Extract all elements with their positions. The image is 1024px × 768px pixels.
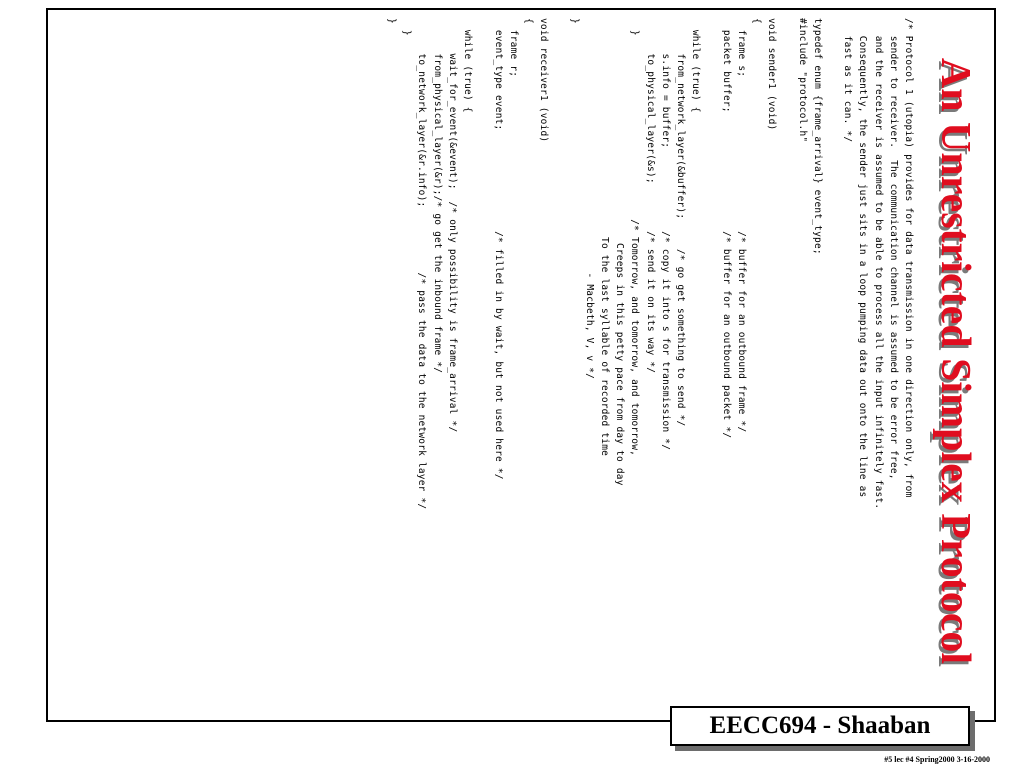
- protocol-code-listing: /* Protocol 1 (utopia) provides for data transmission in one direction only, from sender to receiver. The communication channel is assumed to be error free, and the receiver is assumed to be able to process all the input infinitely fast. Consequently, the sender just sits in a loop pumping data out onto the line as fast as it can. */ typedef enum {frame_arrival} event_type; #include "protocol.h" void sender1 (void) { frame s; /* buffer for an outbound frame */ packet buffer; /* buffer for an outbound packet */ while (true) { from_network_layer(&buffer); /* go get something to send */ s.info = buffer; /* copy it into s for transmission */ to_physical_layer(&s); /* send it on its way */ } /* Tomorrow, and tomorrow, and tomorrow, Creeps in this petty pace from day to day To the last syllable of recorded time - Macbeth, V, v */ } void receiver1 (void) { frame r; event_type event; /* filled in by wait, but not used here */ while (true) { wait_for_event(&event); /* only possibility is frame_arrival */ from_physical_layer(&r);/* go get the inbound frame */ to_network_layer(&r.info); /* pass the data to the network layer */ } }: [386, 18, 914, 510]
- course-badge: EECC694 - Shaaban: [670, 706, 970, 746]
- rotated-slide-content: [110, 16, 990, 706]
- slide-footer-note: #5 lec #4 Spring2000 3-16-2000: [884, 755, 990, 764]
- slide-title: An Unrestricted Simplex Protocol: [932, 57, 978, 665]
